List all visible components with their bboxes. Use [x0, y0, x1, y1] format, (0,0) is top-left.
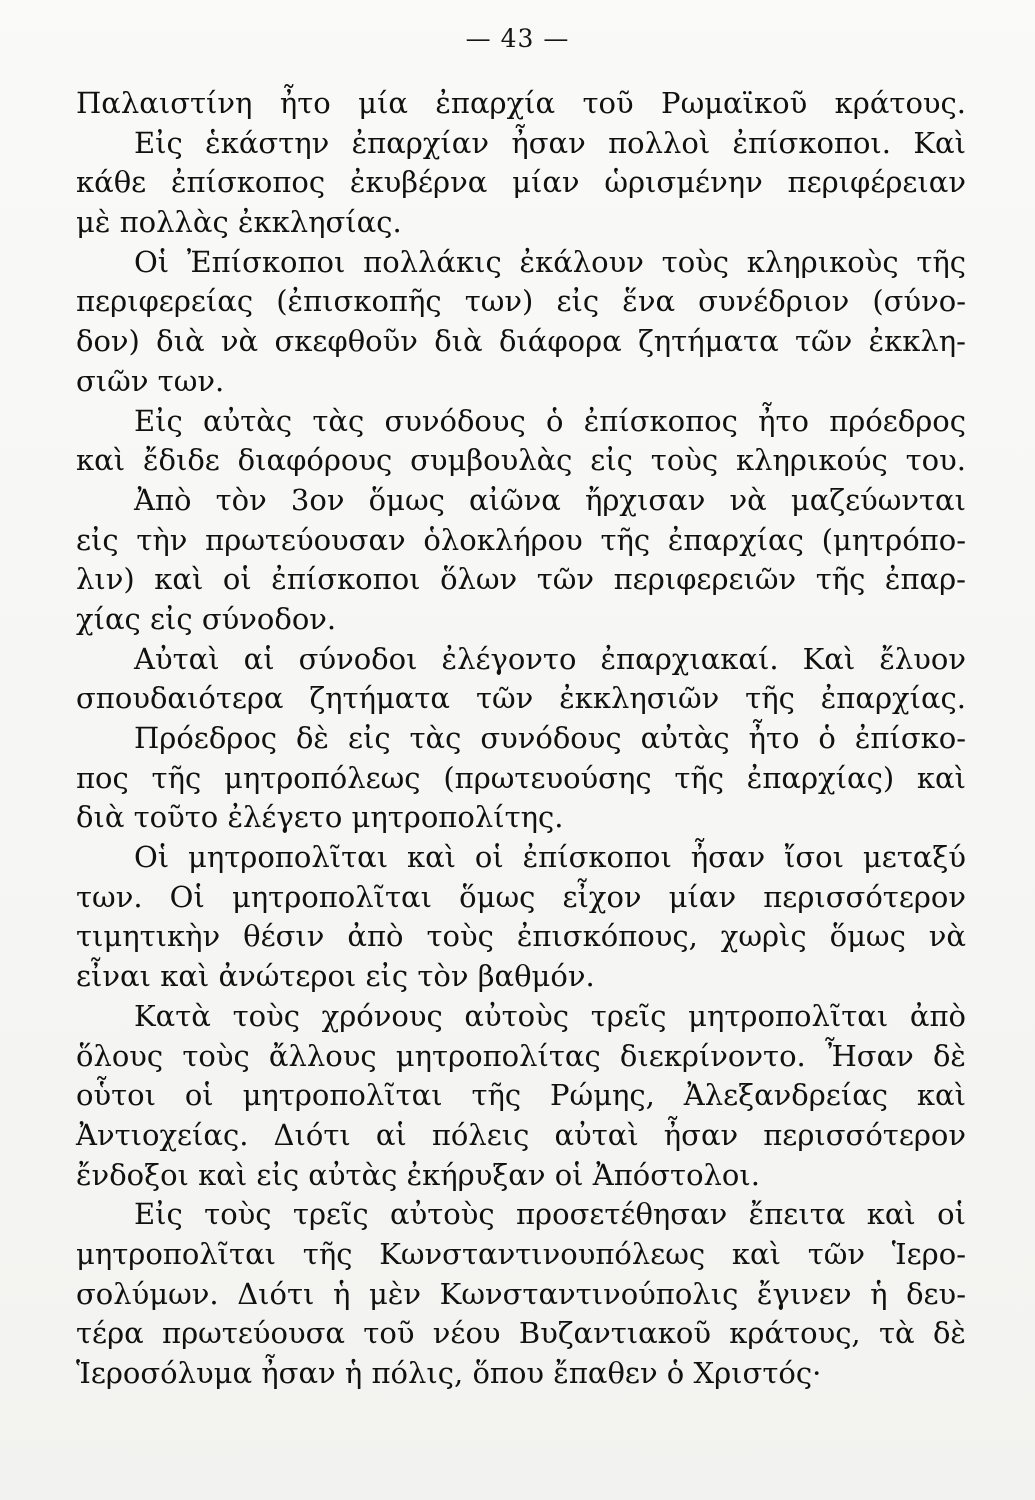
text-line: χίας εἰς σύνοδον. [76, 601, 337, 636]
text-line: τιμητικὴν θέσιν ἀπὸ τοὺς ἐπισκόπους, χωρὶς ὅμως νὰ [76, 919, 966, 954]
text-line: Ἀπὸ τὸν 3ον ὅμως αἰῶνα ἤρχισαν νὰ μαζεύωνται [134, 482, 966, 517]
text-line: καὶ ἔδιδε διαφόρους συμβουλὰς εἰς τοὺς κληρικούς του. [76, 443, 966, 478]
text-line: εἰς τὴν πρωτεύουσαν ὁλοκλήρου τῆς ἐπαρχίας (μητρόπο- [76, 522, 966, 557]
text-line: πος τῆς μητροπόλεως (πρωτευούσης τῆς ἐπαρχίας) καὶ [76, 760, 966, 795]
text-line: ἔνδοξοι καὶ εἰς αὐτὰς ἐκήρυξαν οἱ Ἀπόστολοι. [76, 1157, 760, 1192]
text-line: τέρα πρωτεύουσα τοῦ νέου Βυζαντιακοῦ κράτους, τὰ δὲ [76, 1316, 966, 1351]
text-line: Αὐταὶ αἱ σύνοδοι ἐλέγοντο ἐπαρχιακαί. Καὶ ἔλυον [134, 641, 966, 676]
text-line: μητροπολῖται τῆς Κωνσταντινουπόλεως καὶ τῶν Ἱερο- [76, 1236, 966, 1271]
text-line: Πρόεδρος δὲ εἰς τὰς συνόδους αὐτὰς ἦτο ὁ ἐπίσκο- [134, 721, 966, 755]
text-line: σιῶν των. [76, 363, 225, 398]
text-line: Οἱ μητροπολῖται καὶ οἱ ἐπίσκοποι ἦσαν ἴσοι μεταξύ [134, 840, 966, 875]
text-line: Κατὰ τοὺς χρόνους αὐτοὺς τρεῖς μητροπολῖται ἀπὸ [134, 998, 966, 1033]
text-line: Παλαιστίνη ἦτο μία ἐπαρχία τοῦ Ρωμαϊκοῦ κράτους. [76, 86, 966, 120]
text-line: Ἀντιοχείας. Διότι αἱ πόλεις αὐταὶ ἦσαν περισσότερον [76, 1117, 966, 1152]
text-line: διὰ τοῦτο ἐλέγετο μητροπολίτης. [76, 800, 564, 835]
text-line: εἶναι καὶ ἀνώτεροι εἰς τὸν βαθμόν. [76, 959, 595, 994]
text-line: σολύμων. Διότι ἡ μὲν Κωνσταντινούπολις ἔγινεν ἡ δευ- [76, 1276, 966, 1311]
text-line: λιν) καὶ οἱ ἐπίσκοποι ὅλων τῶν περιφερειῶν τῆς ἐπαρ- [76, 562, 966, 597]
text-line: ὅλους τοὺς ἄλλους μητροπολίτας διεκρίνοντο. Ἦσαν δὲ [76, 1038, 966, 1073]
text-line: οὗτοι οἱ μητροπολῖται τῆς Ρώμης, Ἀλεξανδρείας καὶ [76, 1078, 966, 1113]
text-line: σπουδαιότερα ζητήματα τῶν ἐκκλησιῶν τῆς ἐπαρχίας. [76, 681, 966, 716]
text-line: Εἰς ἑκάστην ἐπαρχίαν ἦσαν πολλοὶ ἐπίσκοποι. Καὶ [134, 125, 966, 160]
text-line: Εἰς αὐτὰς τὰς συνόδους ὁ ἐπίσκοπος ἦτο πρόεδρος [134, 403, 966, 438]
text-line: κάθε ἐπίσκοπος ἐκυβέρνα μίαν ὡρισμένην περιφέρειαν [76, 165, 966, 200]
text-line: Οἱ Ἐπίσκοποι πολλάκις ἐκάλουν τοὺς κληρικοὺς τῆς [134, 244, 966, 279]
text-line: δον) διὰ νὰ σκεφθοῦν διὰ διάφορα ζητήματα τῶν ἐκκλη- [76, 324, 966, 359]
text-line: Εἰς τοὺς τρεῖς αὐτοὺς προσετέθησαν ἔπειτα καὶ οἱ [134, 1197, 966, 1232]
body-text [76, 84, 966, 1394]
page-number: — 43 — [465, 24, 570, 53]
text-line: των. Οἱ μητροπολῖται ὅμως εἶχον μίαν περισσότερον [76, 879, 966, 914]
text-line: περιφερείας (ἐπισκοπῆς των) εἰς ἕνα συνέδριον (σύνο- [76, 284, 966, 319]
text-line: Ἱεροσόλυμα ἦσαν ἡ πόλις, ὅπου ἔπαθεν ὁ Χριστός· [76, 1356, 822, 1390]
text-line: μὲ πολλὰς ἐκκλησίας. [76, 205, 402, 240]
